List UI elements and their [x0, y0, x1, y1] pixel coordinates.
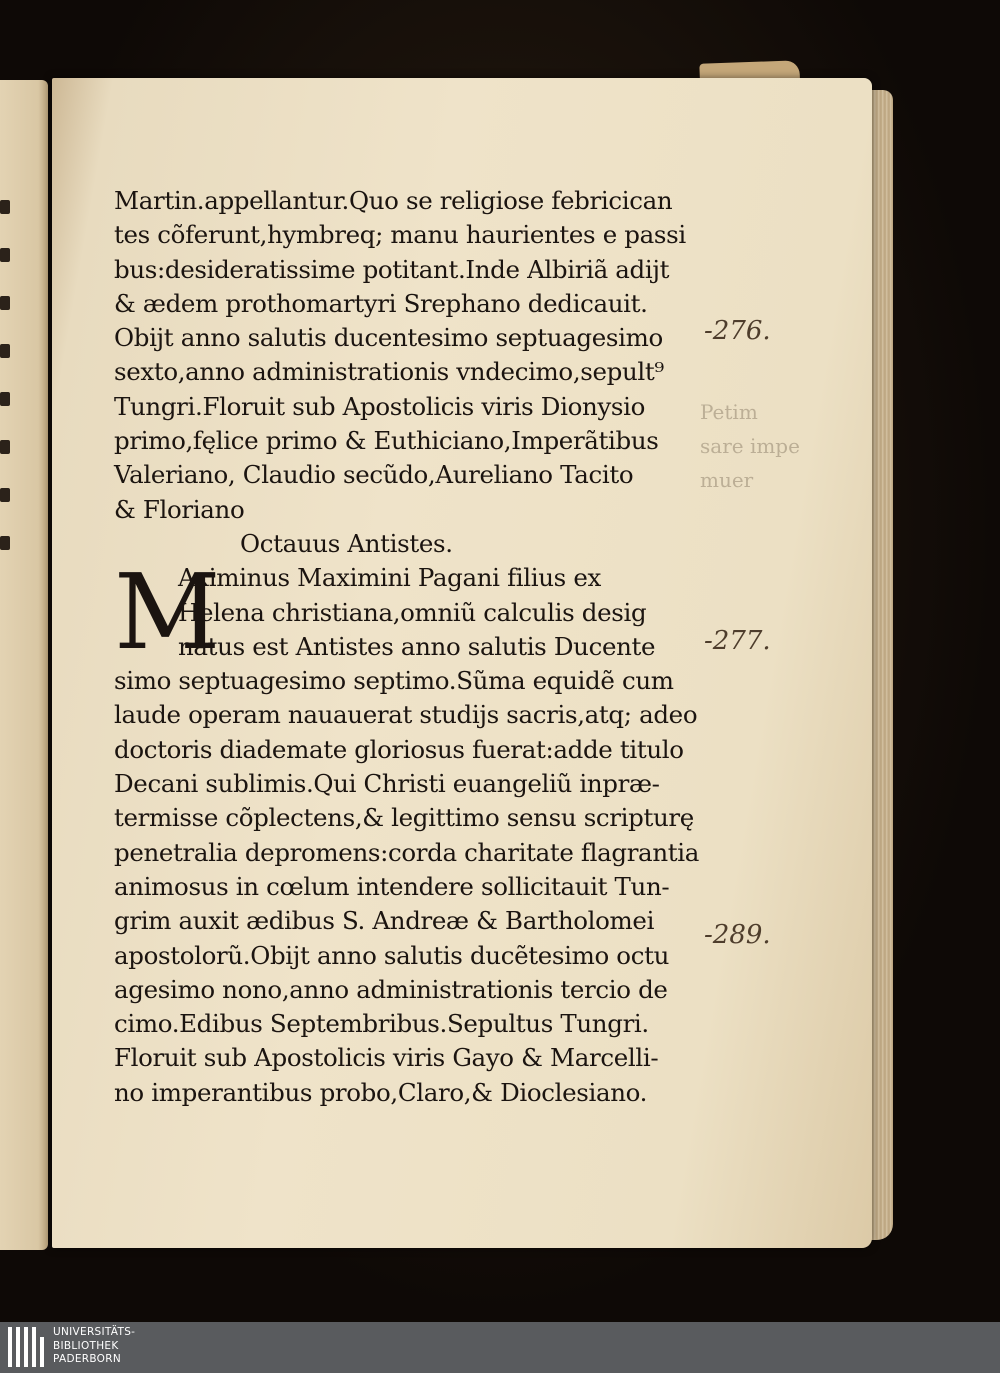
text-line: primo,fęlice primo & Euthiciano,Imperãtibus — [114, 426, 659, 456]
page-text — [114, 184, 699, 1110]
drop-cap-initial: M — [114, 551, 221, 674]
text-line: agesimo nono,anno administrationis tercio de — [114, 974, 668, 1004]
library-logo-icon — [8, 1327, 46, 1367]
text-line: termisse cõplectens,& legittimo sensu scripturę — [114, 803, 694, 833]
text-line: cimo.Edibus Septembribus.Sepultus Tungri. — [114, 1009, 649, 1039]
margin-note-year: -289. — [704, 920, 771, 950]
paragraph-main-opening — [114, 551, 694, 674]
left-page-bleed-marks — [0, 200, 20, 584]
text-line: Floruit sub Apostolicis viris Gayo & Marcelli- — [114, 1043, 659, 1073]
library-name-line: PADERBORN — [53, 1353, 121, 1365]
text-line: animosus in cœlum intendere sollicitauit Tun- — [114, 871, 670, 901]
text-line: Helena christiana,omniũ calculis desig — [178, 597, 647, 627]
left-page-edge — [0, 80, 48, 1250]
text-line: bus:desideratissime potitant.Inde Albiriã adijt — [114, 254, 670, 284]
show-through-text: Petim sare impe muer — [700, 400, 800, 492]
text-line: natus est Antistes anno salutis Ducente — [178, 631, 656, 661]
text-line: Tungri.Floruit sub Apostolicis viris Dionysio — [114, 391, 646, 421]
text-line: simo septuagesimo septimo.Sũma equidẽ cum — [114, 666, 674, 696]
text-line: Aximinus Maximini Pagani filius ex — [178, 563, 601, 593]
section-heading: Octauus Antistes. — [240, 528, 453, 558]
text-line: grim auxit ædibus S. Andreæ & Bartholomei — [114, 906, 655, 936]
text-line: apostolorũ.Obijt anno salutis ducẽtesimo octu — [114, 940, 669, 970]
text-line: no imperantibus probo,Claro,& Dioclesiano. — [114, 1077, 648, 1107]
text-line: Martin.appellantur.Quo se religiose febricican — [114, 186, 673, 215]
text-line: laude operam nauauerat studijs sacris,atq; adeo — [114, 700, 698, 730]
text-line: doctoris diademate gloriosus fuerat:adde titulo — [114, 734, 684, 764]
library-name-line: UNIVERSITÄTS- — [53, 1326, 136, 1338]
library-footer — [0, 1322, 1000, 1373]
text-line: Decani sublimis.Qui Christi euangeliũ inpræ- — [114, 769, 660, 799]
text-line: & ædem prothomartyri Srephano dedicauit. — [114, 288, 648, 318]
text-line: penetralia depromens:corda charitate flagrantia — [114, 837, 699, 867]
library-name-line: BIBLIOTHEK — [53, 1339, 119, 1352]
text-line: sexto,anno administrationis vndecimo,sepult⁹ — [114, 357, 664, 387]
margin-note-year: -277. — [704, 626, 771, 656]
text-line: Obijt anno salutis ducentesimo septuagesimo — [114, 323, 663, 353]
text-line: & Floriano — [114, 494, 245, 524]
text-line: tes cõferunt,hymbreq; manu haurientes e passi — [114, 220, 686, 250]
margin-note-year: -276. — [704, 316, 771, 346]
paragraph-main — [114, 664, 699, 1110]
library-name — [53, 1326, 135, 1367]
text-line: Valeriano, Claudio secũdo,Aureliano Tacito — [114, 460, 634, 490]
paragraph-top — [114, 184, 694, 527]
